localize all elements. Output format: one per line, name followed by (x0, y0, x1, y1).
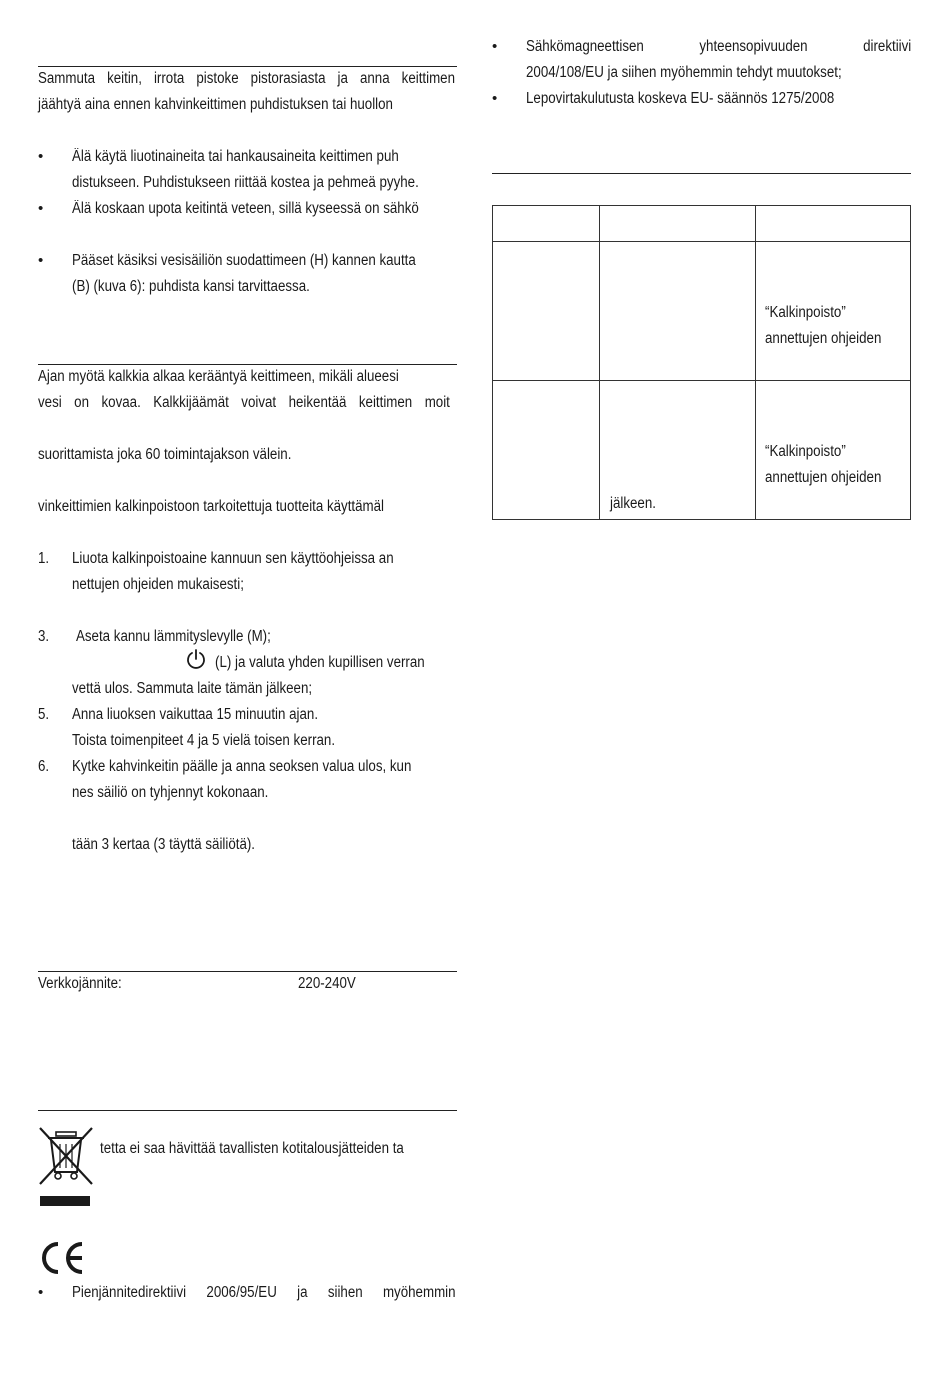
cleaning-bullet-1-line-1: Älä käytä liuotinaineita tai hankausaineita keittimen puh (72, 148, 399, 165)
step-5-line-2: Toista toimenpiteet 4 ja 5 vielä toisen kerran. (72, 732, 336, 749)
step-6-line-2: nes säiliö on tyhjennyt kokonaan. (72, 784, 269, 801)
step-number: 3. (38, 628, 50, 645)
table-cell (600, 242, 756, 381)
table-row-1-col-3-line-2: annettujen ohjeiden (765, 330, 882, 347)
word: keitin, (107, 70, 142, 87)
word: pistorasiasta (250, 70, 326, 87)
step-6-line-1: Kytke kahvinkeitin päälle ja anna seoksen valua ulos, kun (72, 758, 412, 775)
word: voivat (241, 394, 277, 411)
table-row-2-col-3-line-1: “Kalkinpoisto” (765, 443, 846, 460)
bullet-marker: • (38, 1284, 44, 1301)
descaling-intro-line-1: Ajan myötä kalkkia alkaa kerääntyä keittimeen, mikäli alueesi (38, 368, 399, 385)
word: on (74, 394, 90, 411)
word: vesi (38, 394, 62, 411)
right-bullet-1-line-1 (526, 34, 911, 60)
step-number: 6. (38, 758, 50, 775)
bullet-marker: • (38, 200, 44, 217)
right-bullet-1-line-2: 2004/108/EU ja siihen myöhemmin tehdyt muutokset; (526, 64, 842, 81)
word: yhteensopivuuden (699, 38, 808, 55)
descaling-line-4: vinkeittimien kalkinpoistoon tarkoitettuja tuotteita käyttämäl (38, 498, 385, 515)
word: Pienjännitedirektiivi (72, 1284, 187, 1301)
table-header-row (493, 206, 911, 242)
bullet-marker: • (492, 90, 498, 107)
bullet-marker: • (38, 148, 44, 165)
cleaning-bullet-2-line-1: Älä koskaan upota keitintä veteen, sillä kyseessä on sähkö (72, 200, 419, 217)
word: ja (337, 70, 348, 87)
spec-value: 220-240V (298, 975, 356, 992)
spec-label: Verkkojännite: (38, 975, 122, 992)
bullet-marker: • (38, 252, 44, 269)
section-divider-troubleshooting (492, 173, 911, 174)
word: Kalkkijäämät (153, 394, 229, 411)
descaling-line-3: suorittamista joka 60 toimintajakson välein. (38, 446, 292, 463)
step-1-line-1: Liuota kalkinpoistoaine kannuun sen käyttöohjeissa an (72, 550, 394, 567)
cleaning-bullet-1-line-2: distukseen. Puhdistukseen riittää kostea ja pehmeä pyyhe. (72, 174, 419, 191)
section-divider-disposal (38, 1110, 457, 1111)
step-4-line-1: (L) ja valuta yhden kupillisen verran (215, 654, 425, 671)
word: keittimen (358, 394, 413, 411)
crossed-bin-icon (38, 1124, 94, 1210)
word: ja (297, 1284, 308, 1301)
cleaning-bullet-3-line-2: (B) (kuva 6): puhdista kansi tarvittaessa. (72, 278, 310, 295)
word: direktiivi (863, 38, 912, 55)
cleaning-intro-line-1 (38, 66, 456, 92)
word: heikentää (288, 394, 347, 411)
word: kovaa. (101, 394, 141, 411)
table-row (493, 381, 911, 520)
word: moit (424, 394, 450, 411)
right-bullet-2-line-1: Lepovirtakulutusta koskeva EU- säännös 1275/2008 (526, 90, 835, 107)
table-cell (493, 242, 600, 381)
table-cell (493, 381, 600, 520)
word: pistoke (196, 70, 239, 87)
table-row-2-col-3-line-2: annettujen ohjeiden (765, 469, 882, 486)
repeat-line: tään 3 kertaa (3 täyttä säiliötä). (72, 836, 256, 853)
word: irrota (153, 70, 185, 87)
word: Sammuta (38, 70, 96, 87)
word: myöhemmin (382, 1284, 456, 1301)
ce-bullet-line-1 (72, 1280, 456, 1306)
power-icon (186, 648, 206, 670)
step-number: 1. (38, 550, 50, 567)
table-row-1-col-3-line-1: “Kalkinpoisto” (765, 304, 846, 321)
table-row (493, 242, 911, 381)
cleaning-intro-line-2: jäähtyä aina ennen kahvinkeittimen puhdistuksen tai huollon (38, 96, 393, 113)
step-number: 5. (38, 706, 50, 723)
table-cell (756, 206, 911, 242)
table-row-2-col-2: jälkeen. (610, 495, 656, 512)
step-4-line-2: vettä ulos. Sammuta laite tämän jälkeen; (72, 680, 313, 697)
table-cell (493, 206, 600, 242)
word: siihen (327, 1284, 363, 1301)
word: 2006/95/EU (206, 1284, 277, 1301)
table-cell (600, 206, 756, 242)
step-1-line-2: nettujen ohjeiden mukaisesti; (72, 576, 244, 593)
word: keittimen (401, 70, 456, 87)
word: Sähkömagneettisen (526, 38, 644, 55)
bullet-marker: • (492, 38, 498, 55)
descaling-intro-line-2 (38, 390, 456, 416)
word: anna (359, 70, 390, 87)
step-3-line-1: Aseta kannu lämmityslevylle (M); (76, 628, 271, 645)
cleaning-bullet-3-line-1: Pääset käsiksi vesisäiliön suodattimeen (H) kannen kautta (72, 252, 416, 269)
disposal-text: tetta ei saa hävittää tavallisten kotitalousjätteiden ta (100, 1140, 404, 1157)
ce-mark-icon (38, 1240, 88, 1276)
step-5-line-1: Anna liuoksen vaikuttaa 15 minuutin ajan. (72, 706, 319, 723)
